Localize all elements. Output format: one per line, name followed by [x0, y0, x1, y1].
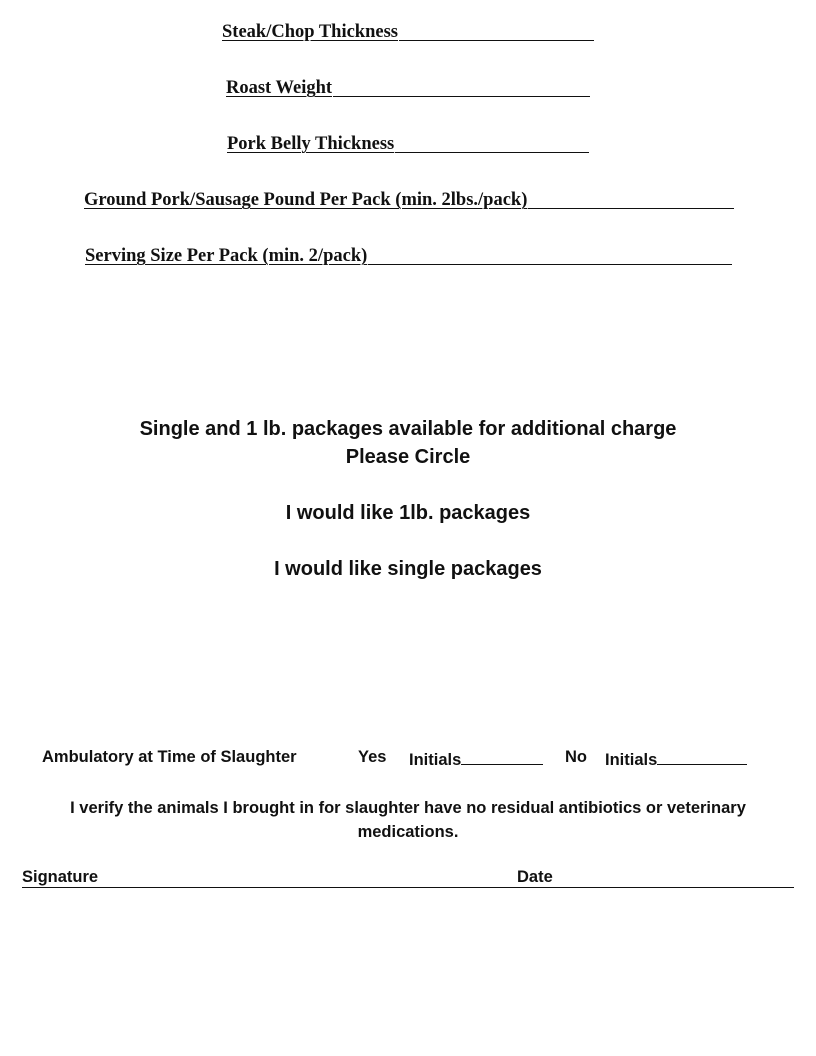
steak-chop-thickness-field[interactable] [222, 22, 594, 43]
option-single-packages[interactable]: I would like single packages [274, 558, 542, 580]
field-label: Roast Weight [226, 78, 333, 98]
no-initials-label: Initials [605, 751, 658, 769]
yes-option[interactable]: Yes [358, 748, 387, 766]
roast-weight-field[interactable] [226, 78, 590, 99]
please-circle-instruction: Please Circle [345, 446, 471, 468]
no-option[interactable]: No [565, 748, 587, 766]
fill-in-line[interactable] [399, 40, 594, 41]
yes-initials-line[interactable] [461, 748, 543, 765]
ground-pork-pounds-per-pack-field[interactable] [84, 190, 734, 211]
no-initials-line[interactable] [657, 748, 747, 765]
field-label: Ground Pork/Sausage Pound Per Pack (min. 2lbs./pack) [84, 190, 528, 210]
verification-statement: I verify the animals I brought in for slaughter have no residual antibiotics or veterinary medications. [70, 799, 746, 841]
option-1lb-packages[interactable]: I would like 1lb. packages [285, 502, 531, 524]
signature-line[interactable] [22, 887, 794, 888]
yes-initials-field[interactable] [409, 748, 543, 770]
serving-size-per-pack-field[interactable] [85, 246, 732, 267]
yes-initials-label: Initials [409, 751, 462, 769]
pork-belly-thickness-field[interactable] [227, 134, 589, 155]
fill-in-line[interactable] [368, 264, 732, 265]
date-label: Date [517, 868, 553, 886]
signature-date-row[interactable] [22, 868, 794, 890]
fill-in-line[interactable] [395, 152, 589, 153]
ambulatory-label: Ambulatory at Time of Slaughter [42, 748, 297, 766]
field-label: Serving Size Per Pack (min. 2/pack) [85, 246, 368, 266]
fill-in-line[interactable] [333, 96, 590, 97]
package-availability-note: Single and 1 lb. packages available for additional charge [139, 418, 677, 440]
no-initials-field[interactable] [605, 748, 747, 770]
field-label: Steak/Chop Thickness [222, 22, 398, 42]
fill-in-line[interactable] [528, 208, 734, 209]
field-label: Pork Belly Thickness [227, 134, 395, 154]
signature-label: Signature [22, 868, 99, 886]
